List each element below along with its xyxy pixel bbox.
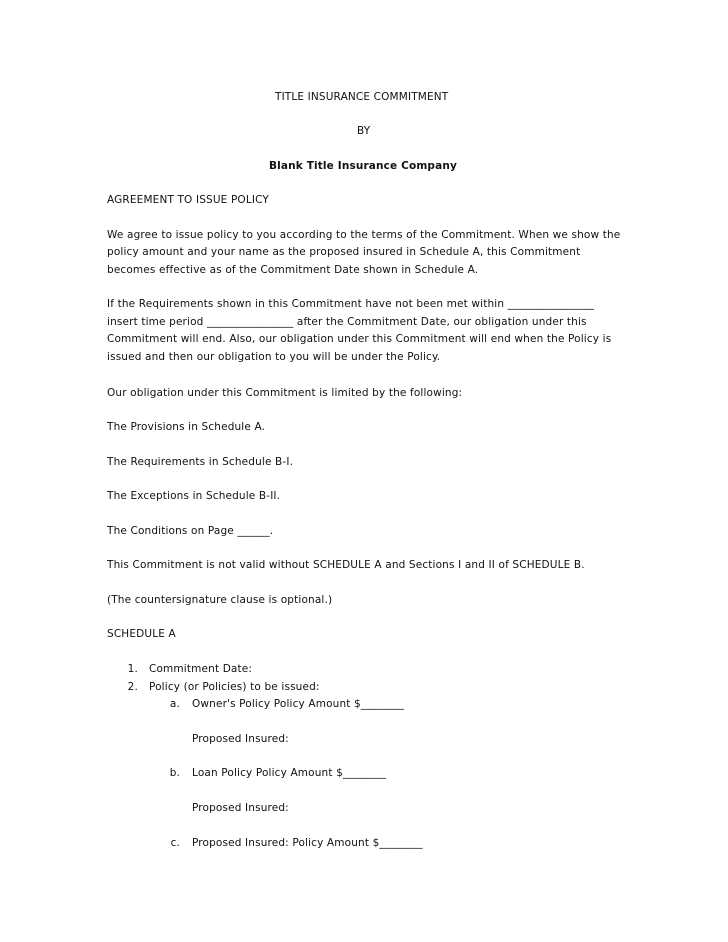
owners-policy-item: Owner's Policy Policy Amount $________ (192, 698, 405, 710)
paragraph-line: Commitment will end. Also, our obligation under this Commitment will end when the Policy is (107, 333, 612, 345)
proposed-insured-line: Proposed Insured: (192, 733, 289, 745)
list-letter: a. (169, 698, 180, 710)
paragraph-line: We agree to issue policy to you according to the terms of the Commitment. When we show the (107, 229, 621, 241)
proposed-insured-policy-item: Proposed Insured: Policy Amount $________ (192, 837, 423, 849)
policies-item: Policy (or Policies) to be issued: (149, 681, 320, 693)
list-letter: c. (170, 837, 180, 849)
conditions-line: The Conditions on Page ______. (107, 525, 274, 537)
limitation-statement: Our obligation under this Commitment is limited by the following: (107, 387, 463, 399)
loan-policy-item: Loan Policy Policy Amount $________ (192, 767, 387, 779)
paragraph-line: insert time period ________________ after the Commitment Date, our obligation under this (107, 316, 587, 328)
list-number: 1. (127, 663, 138, 675)
validity-statement: This Commitment is not valid without SCHEDULE A and Sections I and II of SCHEDULE B. (107, 559, 585, 571)
commitment-date-item: Commitment Date: (149, 663, 253, 675)
exceptions-line: The Exceptions in Schedule B-II. (107, 490, 281, 502)
requirements-line: The Requirements in Schedule B-I. (107, 456, 294, 468)
schedule-a-heading: SCHEDULE A (107, 628, 176, 640)
list-number: 2. (127, 681, 138, 693)
paragraph-line: issued and then our obligation to you will be under the Policy. (107, 351, 441, 363)
list-letter: b. (169, 767, 180, 779)
paragraph-line: If the Requirements shown in this Commitment have not been met within ________________ (107, 298, 595, 310)
agreement-heading: AGREEMENT TO ISSUE POLICY (107, 194, 269, 206)
company-name: Blank Title Insurance Company (269, 160, 457, 172)
countersignature-note: (The countersignature clause is optional.) (107, 594, 333, 606)
paragraph-line: becomes effective as of the Commitment Date shown in Schedule A. (107, 264, 479, 276)
document-title: TITLE INSURANCE COMMITMENT (275, 91, 449, 103)
by-line: BY (357, 125, 371, 137)
paragraph-line: policy amount and your name as the proposed insured in Schedule A, this Commitment (107, 246, 581, 258)
provisions-line: The Provisions in Schedule A. (107, 421, 266, 433)
proposed-insured-line: Proposed Insured: (192, 802, 289, 814)
